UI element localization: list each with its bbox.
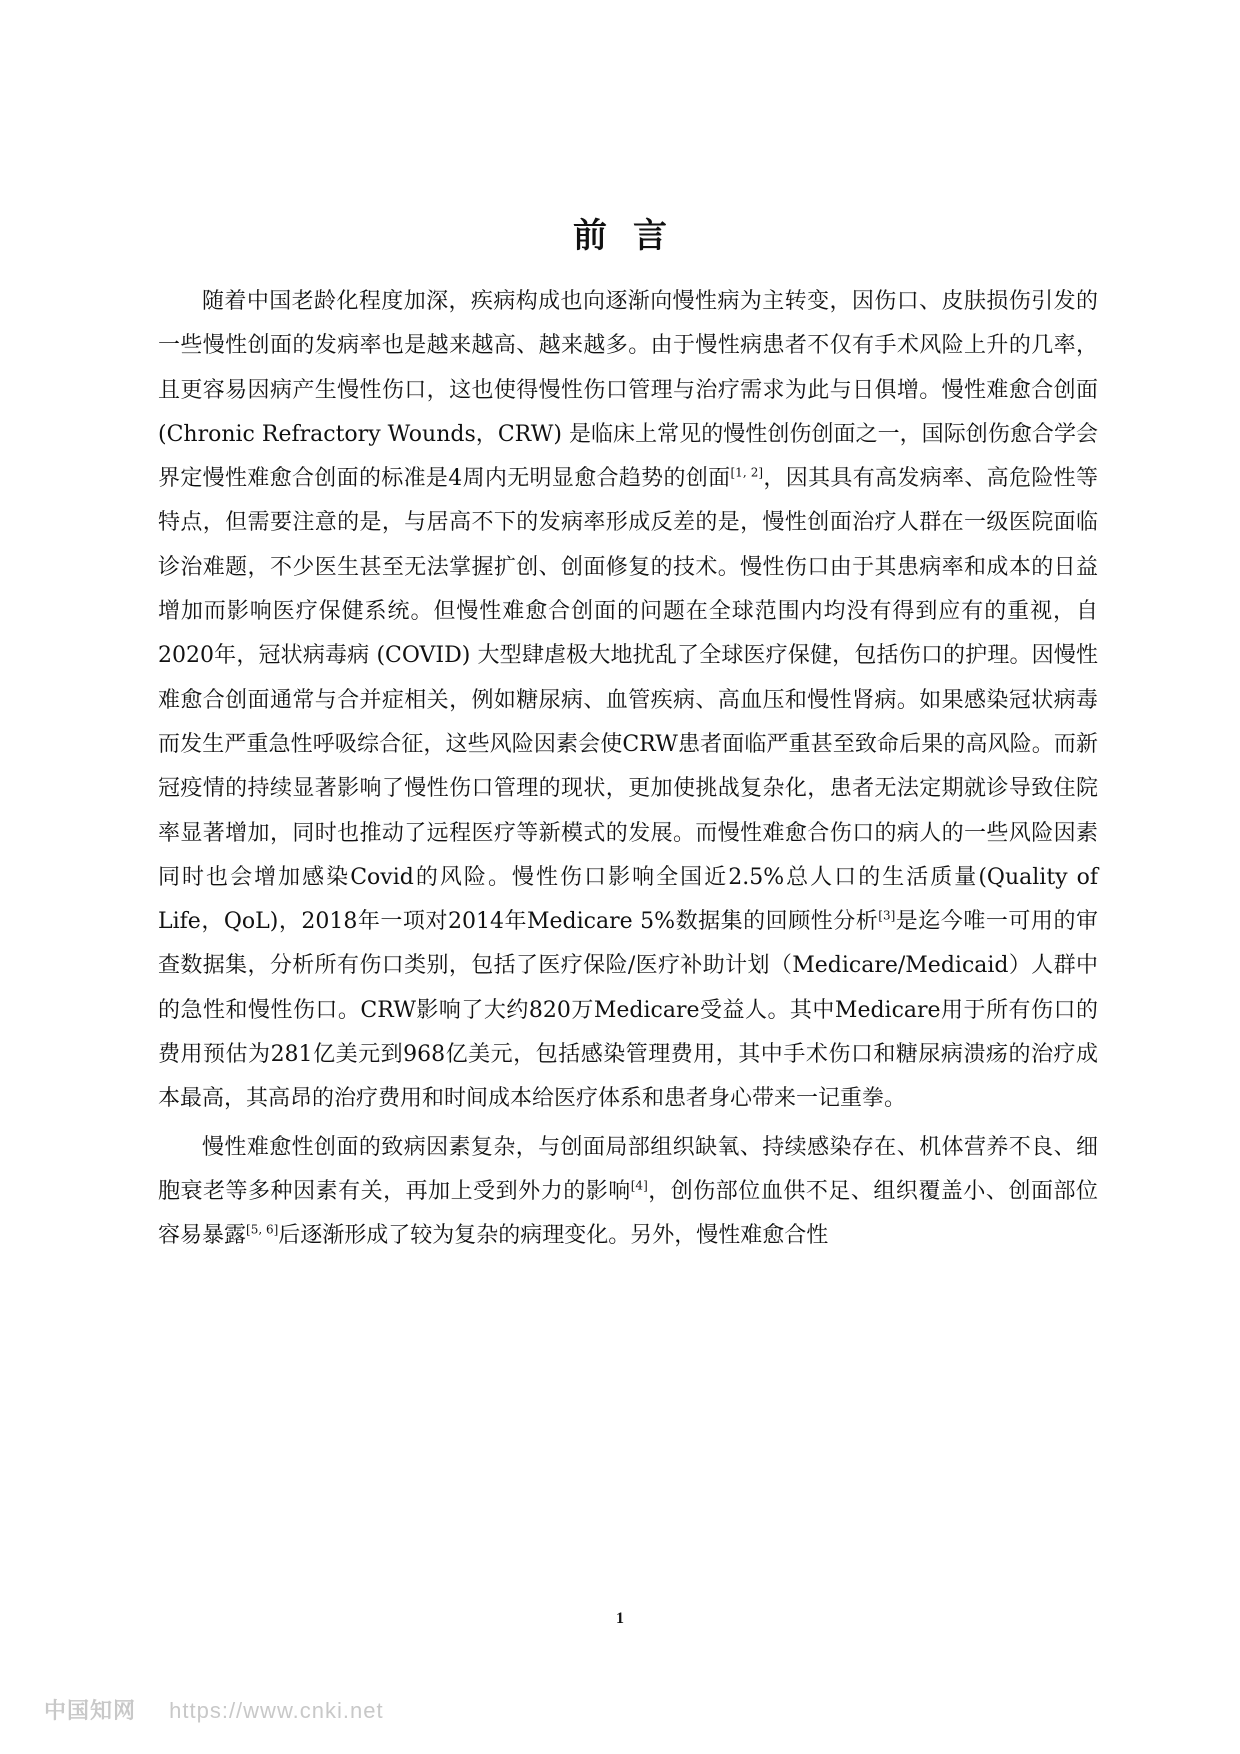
citation-marker: [1, 2] (730, 465, 764, 480)
citation-marker: [3] (878, 908, 896, 923)
cnki-watermark (44, 1694, 384, 1725)
paragraph-text: ，创伤部位血供不足、组织覆盖小、创面部位容易暴露 (158, 1178, 1098, 1249)
watermark-logo: 中国知网 (44, 1698, 137, 1723)
citation-marker: [5, 6] (246, 1222, 279, 1237)
citation-marker: [4] (630, 1178, 648, 1193)
paragraph-text: 后逐渐形成了较为复杂的病理变化。另外，慢性难愈合性 (278, 1223, 829, 1249)
page-number: 1 (616, 1610, 624, 1627)
paragraph-text: 慢性难愈性创面的致病因素复杂，与创面局部组织缺氧、持续感染存在、机体营养不良、细胞衰老等多种因素有关，再加上受到外力的影响 (158, 1134, 1098, 1204)
paragraph-text: ，因其具有高发病率、高危险性等特点，但需要注意的是，与居高不下的发病率形成反差的是，慢性创面治疗人群在一级医院面临诊治难题，不少医生甚至无法掌握扩创、创面修复的技术。慢性伤口由于其患病率和成本的日益增加而影响医疗保健系统。但慢性难愈合创面的问题在全球范围内均没有得到应有的重视，自2020年，冠状病毒病 (COVID) 大型肆虐极大地扰乱了全球医疗保健，包括伤口的护理。因慢性难愈合创面通常与合并症相关，例如糖尿病、血管疾病、高血压和慢性肾病。如果感染冠状病毒而发生严重急性呼吸综合征，这些风险因素会使CRW患者面临严重甚至致命后果的高风险。而新冠疫情的持续显著影响了慢性伤口管理的现状，更加使挑战复杂化，患者无法定期就诊导致住院率显著增加，同时也推动了远程医疗等新模式的发展。而慢性难愈合伤口的病人的一些风险因素同时也会增加感染Covid的风险。慢性伤口影响全国近2.5%总人口的生活质量(Quality of Life，QoL)，2018年一项对2014年Medicare 5%数据集的回顾性分析 (158, 466, 1098, 935)
paragraph-text: 是迄今唯一可用的审查数据集，分析所有伤口类别，包括了医疗保险/医疗补助计划（Medicare/Medicaid）人群中的急性和慢性伤口。CRW影响了大约820万Medicare受益人。其中Medicare用于所有伤口的费用预估为281亿美元到968亿美元，包括感染管理费用，其中手术伤口和糖尿病溃疡的治疗成本最高，其高昂的治疗费用和时间成本给医疗体系和患者身心带来一记重拳。 (158, 909, 1098, 1112)
watermark-url: https://www.cnki.net (169, 1698, 384, 1723)
page-title: 前言 (573, 216, 693, 256)
paragraph (158, 1126, 1098, 1259)
paragraph (158, 280, 1098, 1122)
paragraph-text: 随着中国老龄化程度加深，疾病构成也向逐渐向慢性病为主转变，因伤口、皮肤损伤引发的一些慢性创面的发病率也是越来越高、越来越多。由于慢性病患者不仅有手术风险上升的几率，且更容易因病产生慢性伤口，这也使得慢性伤口管理与治疗需求为此与日俱增。慢性难愈合创面(Chronic Refractory Wounds，CRW) 是临床上常见的慢性创伤创面之一，国际创伤愈合学会界定慢性难愈合创面的标准是4周内无明显愈合趋势的创面 (158, 289, 1098, 492)
body-text (158, 280, 1098, 1259)
